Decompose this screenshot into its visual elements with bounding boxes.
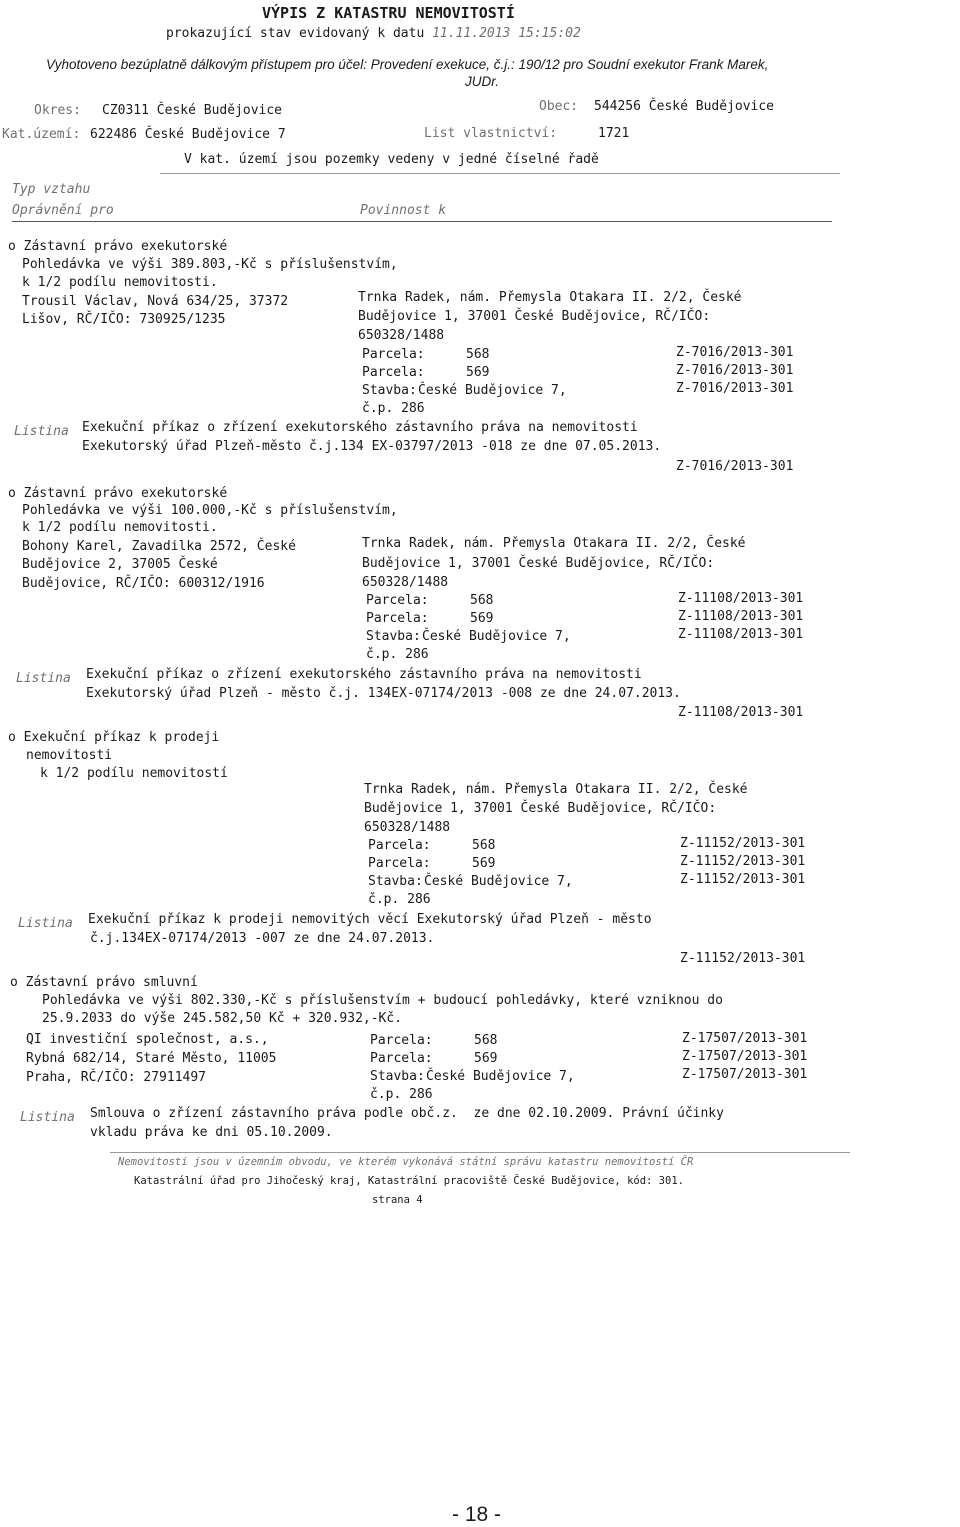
obligor-line: Trnka Radek, nám. Přemysla Otakara II. 2/2, České (358, 290, 742, 305)
obec-label: Obec: (539, 99, 579, 114)
entry-description: Pohledávka ve výši 389.803,-Kč s příslušenstvím, (22, 257, 398, 272)
item-label: Parcela: (362, 365, 425, 380)
entry-description: k 1/2 podílu nemovitosti. (22, 520, 218, 535)
item-label: Parcela: (368, 856, 431, 871)
entry-description: nemovitosti (26, 748, 113, 763)
item-value: 568 (470, 593, 494, 608)
creditor-line: Budějovice, RČ/IČO: 600312/1916 (22, 576, 265, 591)
item-ref: Z-11108/2013-301 (678, 627, 804, 642)
listina-text: Exekutorský úřad Plzeň-město č.j.134 EX-03797/2013 -018 ze dne 07.05.2013. (82, 439, 662, 454)
item-value: České Budějovice 7, (418, 383, 567, 398)
entry-title: o Exekuční příkaz k prodeji (8, 730, 220, 745)
listina-text: Exekuční příkaz o zřízení exekutorského zástavního práva na nemovitosti (86, 667, 642, 682)
document-subtitle (166, 27, 581, 40)
cadastral-note: V kat. území jsou pozemky vedeny v jedné číselné řadě (184, 152, 599, 167)
footer-jurisdiction-line: Nemovitosti jsou v územním obvodu, ve kterém vykonává státní správu katastru nemovitostí ČR (118, 1156, 694, 1168)
obligor-line: 650328/1488 (362, 575, 449, 590)
creditor-line: Budějovice 2, 37005 České (22, 557, 218, 572)
item-ref: Z-17507/2013-301 (682, 1049, 808, 1064)
item-value: 568 (472, 838, 496, 853)
footer-divider (110, 1152, 850, 1153)
column-opravneni-pro: Oprávnění pro (12, 203, 114, 218)
entry-description: Pohledávka ve výši 100.000,-Kč s příslušenstvím, (22, 503, 398, 518)
column-povinnost-k: Povinnost k (360, 203, 447, 218)
listina-text: Exekuční příkaz k prodeji nemovitých věcí Exekutorský úřad Plzeň - město (88, 912, 652, 927)
listina-label: Listina (16, 671, 71, 686)
item-ref: Z-17507/2013-301 (682, 1067, 808, 1082)
columns-divider (12, 221, 832, 222)
obligor-line: 650328/1488 (358, 328, 445, 343)
item-label: Parcela: (370, 1051, 433, 1066)
item-value: České Budějovice 7, (424, 874, 573, 889)
creditor-line: Lišov, RČ/IČO: 730925/1235 (22, 312, 226, 327)
access-line-1: Vyhotoveno bezúplatně dálkovým přístupem pro účel: Provedení exekuce, č.j.: 190/12 pro Soudní exekutor Frank Marek, (46, 57, 769, 72)
item-label: Stavba: (370, 1069, 425, 1084)
kat-uzemi-value: 622486 České Budějovice 7 (90, 127, 286, 142)
item-ref: Z-7016/2013-301 (676, 363, 794, 378)
obligor-line: Trnka Radek, nám. Přemysla Otakara II. 2/2, České (362, 536, 746, 551)
listina-ref: Z-7016/2013-301 (676, 459, 794, 474)
item-value: 569 (470, 611, 494, 626)
obligor-line: Budějovice 1, 37001 České Budějovice, RČ/IČO: (358, 309, 711, 324)
item-value: 568 (466, 347, 490, 362)
item-ref: Z-11152/2013-301 (680, 854, 806, 869)
item-value: 569 (466, 365, 490, 380)
subtitle-prefix: prokazující stav evidovaný k datu (166, 26, 425, 41)
item-label: Stavba: (368, 874, 423, 889)
listina-label: Listina (14, 424, 69, 439)
listina-text: Exekutorský úřad Plzeň - město č.j. 134EX-07174/2013 -008 ze dne 24.07.2013. (86, 686, 681, 701)
house-number: č.p. 286 (362, 401, 425, 416)
document-title: VÝPIS Z KATASTRU NEMOVITOSTÍ (262, 4, 515, 22)
access-line-2: JUDr. (465, 74, 499, 89)
column-typ-vztahu: Typ vztahu (12, 182, 91, 197)
listina-text: č.j.134EX-07174/2013 -007 ze dne 24.07.2013. (90, 931, 435, 946)
item-label: Parcela: (368, 838, 431, 853)
subtitle-date: 11.11.2013 15:15:02 (432, 26, 581, 41)
listina-text: Exekuční příkaz o zřízení exekutorského zástavního práva na nemovitosti (82, 420, 638, 435)
okres-value: CZ0311 České Budějovice (102, 103, 283, 118)
house-number: č.p. 286 (366, 647, 429, 662)
obligor-line: Budějovice 1, 37001 České Budějovice, RČ/IČO: (364, 801, 717, 816)
obec-value: 544256 České Budějovice (594, 99, 775, 114)
creditor-line: Trousil Václav, Nová 634/25, 37372 (22, 294, 289, 309)
item-label: Stavba: (366, 629, 421, 644)
house-number: č.p. 286 (368, 892, 431, 907)
item-value: České Budějovice 7, (422, 629, 571, 644)
entry-description: Pohledávka ve výši 802.330,-Kč s příslušenstvím + budoucí pohledávky, které vzniknou do (42, 993, 723, 1008)
creditor-line: Rybná 682/14, Staré Město, 11005 (26, 1051, 277, 1066)
listina-text: vkladu práva ke dni 05.10.2009. (90, 1125, 333, 1140)
item-label: Parcela: (370, 1033, 433, 1048)
item-ref: Z-17507/2013-301 (682, 1031, 808, 1046)
obligor-line: 650328/1488 (364, 820, 451, 835)
entry-title: o Zástavní právo smluvní (10, 975, 198, 990)
footer-page-label: strana 4 (372, 1194, 423, 1206)
entry-title: o Zástavní právo exekutorské (8, 239, 228, 254)
item-ref: Z-7016/2013-301 (676, 345, 794, 360)
entry-description: 25.9.2033 do výše 245.582,50 Kč + 320.932,-Kč. (42, 1011, 403, 1026)
creditor-line: Praha, RČ/IČO: 27911497 (26, 1070, 207, 1085)
house-number: č.p. 286 (370, 1087, 433, 1102)
listina-label: Listina (18, 916, 73, 931)
footer-office-line: Katastrální úřad pro Jihočeský kraj, Katastrální pracoviště České Budějovice, kód: 301. (134, 1175, 684, 1187)
obligor-line: Budějovice 1, 37001 České Budějovice, RČ/IČO: (362, 556, 715, 571)
entry-description: k 1/2 podílu nemovitostí (40, 766, 228, 781)
listina-ref: Z-11108/2013-301 (678, 705, 804, 720)
item-ref: Z-11108/2013-301 (678, 609, 804, 624)
listina-text: Smlouva o zřízení zástavního práva podle obč.z. ze dne 02.10.2009. Právní účinky (90, 1106, 724, 1121)
entry-description: k 1/2 podílu nemovitosti. (22, 275, 218, 290)
listina-label: Listina (20, 1110, 75, 1125)
kat-uzemi-label: Kat.území: (2, 127, 81, 142)
creditor-line: Bohony Karel, Zavadilka 2572, České (22, 539, 296, 554)
creditor-line: QI investiční společnost, a.s., (26, 1032, 269, 1047)
item-value: 569 (472, 856, 496, 871)
list-vlastnictvi-value: 1721 (598, 126, 630, 141)
item-value: 568 (474, 1033, 498, 1048)
item-label: Parcela: (362, 347, 425, 362)
item-ref: Z-11152/2013-301 (680, 872, 806, 887)
item-ref: Z-7016/2013-301 (676, 381, 794, 396)
item-ref: Z-11152/2013-301 (680, 836, 806, 851)
listina-ref: Z-11152/2013-301 (680, 951, 806, 966)
obligor-line: Trnka Radek, nám. Přemysla Otakara II. 2/2, České (364, 782, 748, 797)
item-label: Parcela: (366, 593, 429, 608)
item-value: České Budějovice 7, (426, 1069, 575, 1084)
header-divider (160, 173, 840, 174)
item-label: Parcela: (366, 611, 429, 626)
item-label: Stavba: (362, 383, 417, 398)
page-number: - 18 - (452, 1503, 502, 1526)
entry-title: o Zástavní právo exekutorské (8, 486, 228, 501)
list-vlastnictvi-label: List vlastnictví: (424, 126, 558, 141)
item-value: 569 (474, 1051, 498, 1066)
okres-label: Okres: (34, 103, 81, 118)
item-ref: Z-11108/2013-301 (678, 591, 804, 606)
